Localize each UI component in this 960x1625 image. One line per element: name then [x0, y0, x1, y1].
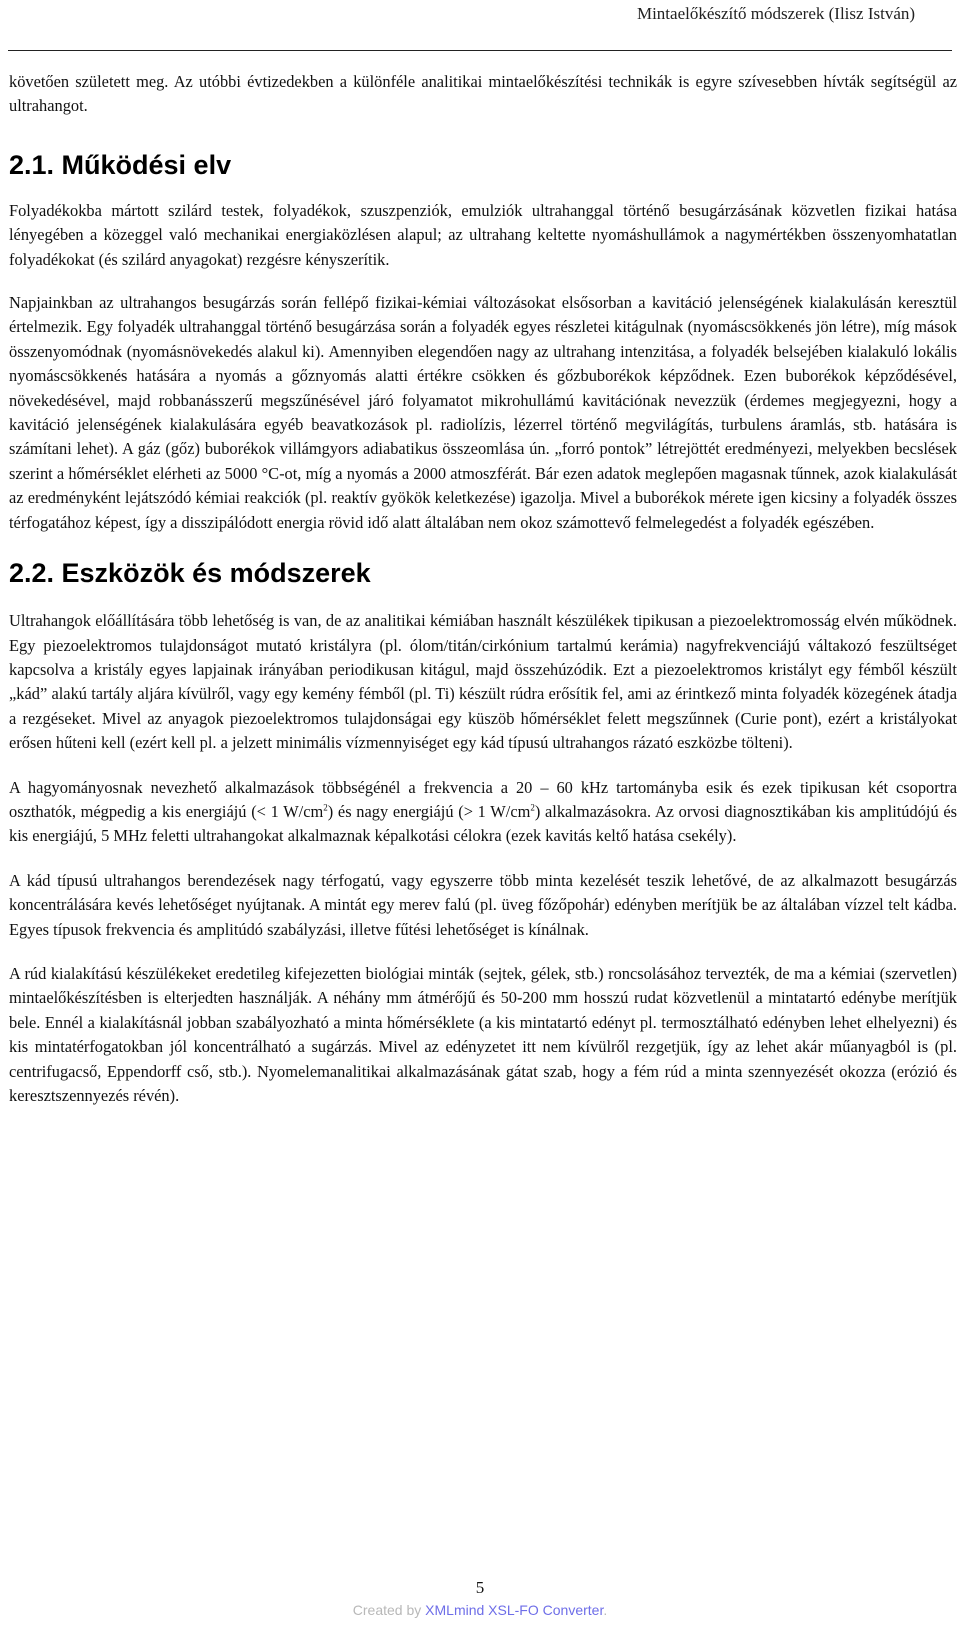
paragraph-text: ) és nagy energiájú (> 1 W/cm — [327, 801, 531, 821]
section-heading-mukodesi-elv: 2.1. Működési elv — [9, 149, 232, 180]
body-paragraph: Folyadékokba mártott szilárd testek, folyadékok, szuszpenziók, emulziók ultrahanggal történő besugárzásának közvetlen fizikai hatása lényegében a közeggel való mechanikai energiaközlésen alapul; az ultrahang keltette nyomáshullámok a nagymértékben összenyomhatatlan folyadékokat (és szilárd anyagokat) rezgésre kényszerítik. — [9, 200, 957, 269]
body-paragraph: Napjainkban az ultrahangos besugárzás során fellépő fizikai-kémiai változásokat elsősorban a kavitáció jelenségének kialakulásán keresztül értelmezik. Egy folyadék ultrahanggal történő besugárzása során a folyadék egyes részletei kitágulnak (nyomáscsökkenés jön létre), míg mások összenyomódnak (nyomásnövekedés alakul ki). Amennyiben elegendően nagy az ultrahang intenzitása, a folyadék belsejében kialakuló lokális nyomáscsökkenés hatására a nyomás a gőznyomás alatti értékre csökken és gőzbuborékok képződnek. Ezen buborékok képződésével, növekedésével, majd robbanásszerű megszűnésével járó folyamatot mikrohullámú kavitációnak nevezzük (érdemes megjegyezni, hogy a kavitáció jelenségének kialakulására egyéb beavatkozások pl. radiolízis, lézerrel történő megvilágítás, turbulens áramlás, stb. hatására is számítani lehet). A gáz (gőz) buborékok villámgyors adiabatikus összeomlása ún. „forró pontok” létrejöttét eredményezi, melyekben becslések szerint a hőmérséklet elérheti az 5000 °C-ot, míg a nyomás a 2000 atmoszférát. Bár ezen adatok meglepően magasnak tűnnek, azok kialakulását az eredményként lejátszódó kémiai reakciók (pl. reaktív gyökök keletkezése) igazolja. Mivel a buborékok mérete igen kicsiny a folyadék összes térfogatához képest, így a disszipálódott energia rövid idő alatt általában nem okoz számottevő felmelegedést a folyadék egészében. — [9, 293, 957, 532]
credit-suffix: . — [603, 1602, 608, 1618]
section-heading-eszkozok-es-modszerek: 2.2. Eszközök és módszerek — [9, 558, 371, 589]
header-divider — [8, 50, 952, 51]
superscript: 2 — [323, 802, 328, 813]
superscript: 2 — [530, 802, 535, 813]
credit-link[interactable]: XMLmind XSL-FO Converter — [425, 1602, 604, 1618]
paragraph-text: A hagyományosnak nevezhető alkalmazások többségénél a frekvencia a 20 – 60 kHz tartományba esik és ezek tipikusan két csoportra oszthatók, mégpedig a kis energiájú (< 1 W/cm — [9, 777, 957, 821]
body-paragraph-frequency — [9, 776, 957, 849]
running-header-title: Mintaelőkészítő módszerek (Ilisz István) — [636, 4, 916, 23]
paragraph-text: ) alkalmazásokra. Az orvosi diagnosztikában kis amplitúdójú és kis energiájú, 5 MHz feletti ultrahangokat alkalmaznak képalkotási célokra (ezek kavitás keltő hatása csekély). — [9, 801, 957, 846]
body-paragraph: Ultrahangok előállítására több lehetőség is van, de az analitikai kémiában használt készülékek tipikusan a piezoelektromosság elvén működnek. Egy piezoelektromos tulajdonságot mutató kristályra (pl. ólom/titán/cirkónium tartalmú kerámia) nagyfrekvenciájú váltakozó feszültséget kapcsolva a kristály egyes lapjainak irányában periodikusan kitágul, majd összehúzódik. Ezt a piezoelektromos kristályt egy fémből készült „kád” alakú tartály aljára kívülről, vagy egy kemény fémből (pl. Ti) készült rúdra erősítik fel, ami az érintkező minta folyadék közegének átadja a rezgéseket. Mivel az anyagok piezoelektromos tulajdonságai egy küszöb hőmérséklet felett megszűnnek (Curie pont), ezért a kristályokat erősen hűteni kell (ezért kell pl. a jelzett minimális vízmennyiséget egy kád típusú ultrahangos rázató eszközbe tölteni). — [9, 611, 957, 753]
body-paragraph: A kád típusú ultrahangos berendezések nagy térfogatú, vagy egyszerre több minta kezelését teszik lehetővé, de az alkalmazott besugárzás koncentrálására kevés lehetőséget nyújtanak. A mintát egy merev falú (pl. üveg főzőpohár) edényben merítjük be az általában vízzel telt kádba. Egyes típusok frekvencia és amplitúdó szabályzási, illetve fűtési lehetőséget is kínálnak. — [9, 870, 957, 939]
credit-prefix: Created by — [352, 1602, 426, 1618]
footer-credit — [0, 1602, 960, 1618]
body-paragraph: A rúd kialakítású készülékeket eredetileg kifejezetten biológiai minták (sejtek, gélek, stb.) roncsolásához tervezték, de ma a kémiai (szervetlen) mintaelőkészítésben is elterjedten használják. A néhány mm átmérőjű és 50-200 mm hosszú rudat közvetlenül a mintatartó edénybe merítjük bele. Ennél a kialakításnál jobban szabályozható a minta hőmérséklete (a kis mintatartó edényt pl. termosztálható edényben lehet elhelyezni) és kis mintatérfogatokban jól koncentrálható a sugárzás. Mivel az edényzetet itt nem kívülről rezgetjük, így az lehet akár műanyagból is (pl. centrifugacső, Eppendorff cső, stb.). Nyomelemanalitikai alkalmazásának gátat szab, hogy a fém rúd a minta szennyezését okozza (erózió és keresztszennyezés révén). — [9, 963, 957, 1105]
page-body — [9, 70, 957, 1108]
intro-paragraph: követően született meg. Az utóbbi évtizedekben a különféle analitikai mintaelőkészítési technikák is egyre szívesebben hívták segítségül az ultrahangot. — [9, 72, 957, 116]
page-number: 5 — [475, 1578, 485, 1597]
